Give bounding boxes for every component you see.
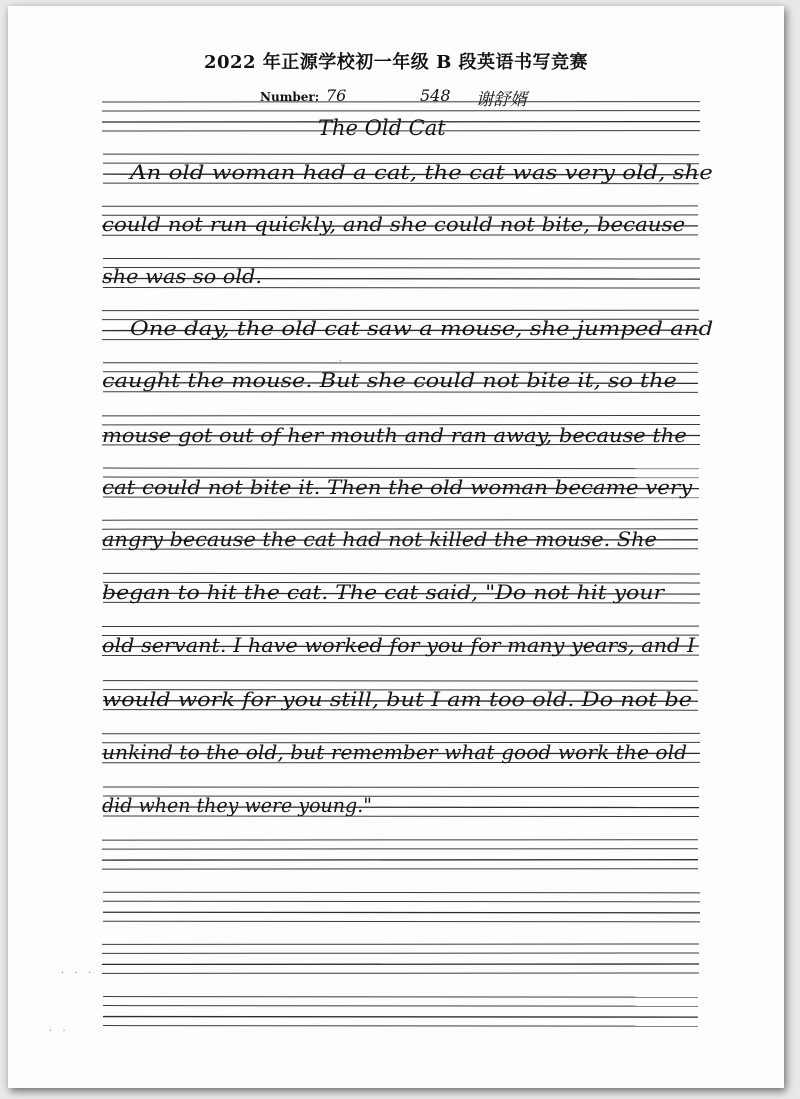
essay-line: angry because the cat had not killed the mouse. She [102,528,657,551]
scan-noise: · [338,356,345,365]
ruled-line [103,1006,698,1007]
ruled-line [103,901,700,902]
essay-line: An old woman had a cat, the cat was very old, she [130,161,713,184]
essay-line: began to hit the cat. The cat said, "Do not hit your [102,581,665,604]
essay-title: The Old Cat [318,116,446,140]
ruled-line [103,921,700,922]
number-label: Number: [260,90,320,104]
essay-line: did when they were young." [102,794,372,817]
ruled-line [103,258,700,259]
ruled-line [103,787,699,788]
scan-noise: · · [48,1026,69,1035]
essay-line: old servant. I have worked for you for many years, and I [102,634,696,657]
answer-sheet [8,6,784,1088]
essay-line: cat could not bite it. Then the old woman became very [102,476,693,499]
essay-line: caught the mouse. But she could not bite it, so the [102,369,677,392]
scan-noise: · · · [60,968,95,977]
ruled-line [103,154,699,155]
ruled-line [103,573,700,574]
ruled-line [103,1026,698,1027]
ruled-line [103,1017,698,1018]
ruled-line [103,997,698,998]
number-value: 76 [326,86,347,105]
essay-line: One day, the old cat saw a mouse, she jumped and [130,317,714,340]
essay-line: unkind to the old, but remember what good work the old [102,741,688,764]
ruled-line [103,681,698,682]
student-id: 548 [420,86,451,105]
ruled-line [103,892,700,893]
ruled-line [103,363,698,364]
student-name: 谢舒婿 [476,90,527,110]
ruled-line [103,912,700,913]
essay-line: could not run quickly, and she could not bite, because [102,213,686,236]
essay-line: would work for you still, but I am too old. Do not be [102,688,693,711]
essay-line: mouse got out of her mouth and ran away, because the [102,424,687,447]
ruled-line [103,468,699,469]
essay-line: she was so old. [102,265,263,288]
page-title: 2022 年正源学校初一年级 B 段英语书写竞赛 [203,52,589,73]
